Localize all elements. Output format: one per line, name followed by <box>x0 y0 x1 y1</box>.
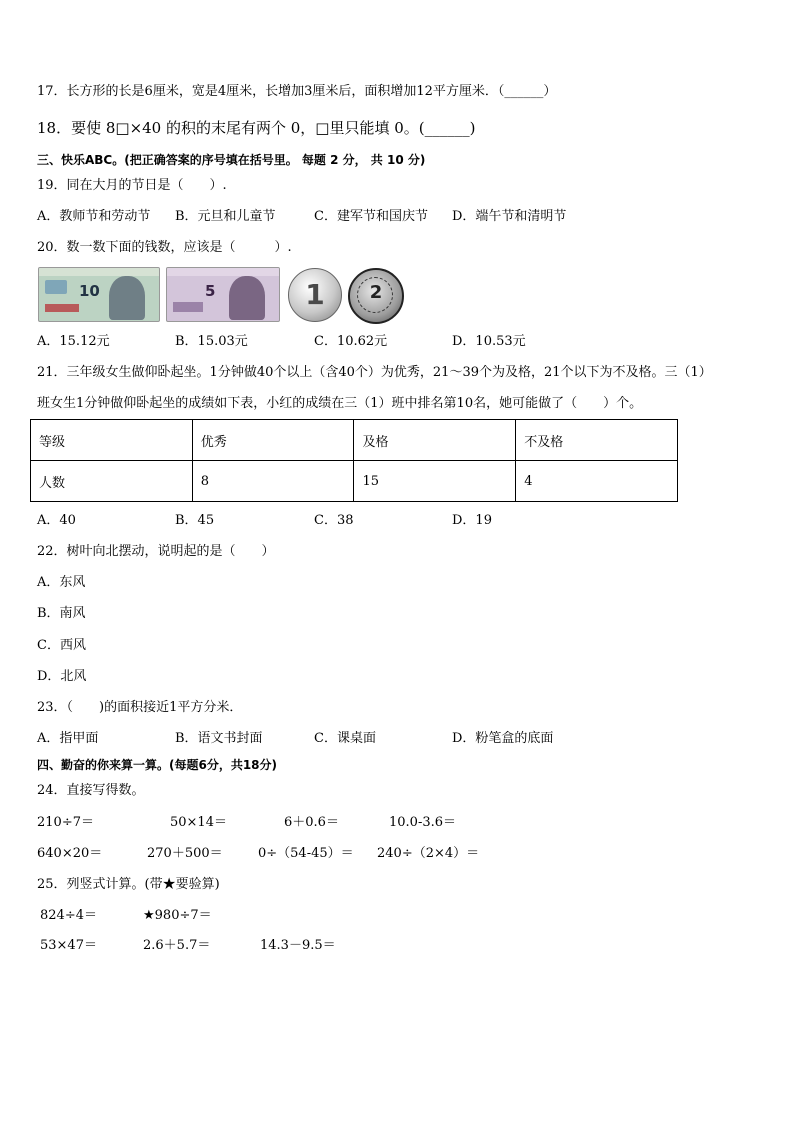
q20-option-c: C．10.62元 <box>314 334 388 349</box>
q24-row1-item: 10.0-3.6＝ <box>389 815 457 830</box>
one-yuan-numeral: 1 <box>305 278 325 311</box>
q21-option-b: B．45 <box>175 513 215 528</box>
table-cell: 4 <box>516 461 678 502</box>
question-18: 18．要使 8□×40 的积的末尾有两个 0，□里只能填 0。(______) <box>37 119 476 137</box>
q21-option-c: C．38 <box>314 513 354 528</box>
q22-option-b: B．南风 <box>37 606 86 621</box>
question-24-stem: 24．直接写得数。 <box>37 783 145 798</box>
q22-option-c: C．西风 <box>37 638 86 653</box>
question-20-stem: 20．数一数下面的钱数，应该是（ ）. <box>37 240 292 255</box>
question-21-stem-line2: 班女生1分钟做仰卧起坐的成绩如下表，小红的成绩在三（1）班中排名第10名，她可能做了（ ）个。 <box>37 396 643 411</box>
one-yuan-coin-image <box>288 268 342 322</box>
table-header-cell: 不及格 <box>516 420 678 461</box>
q24-row1-item: 6＋0.6＝ <box>284 815 339 830</box>
table-header-cell: 优秀 <box>192 420 354 461</box>
table-row <box>31 461 678 502</box>
q20-option-b: B．15.03元 <box>175 334 248 349</box>
section-4-heading: 四、勤奋的你来算一算。(每题6分，共18分) <box>37 758 278 772</box>
question-21-stem-line1: 21．三年级女生做仰卧起坐。1分钟做40个以上（含40个）为优秀，21～39个为及格，21个以下为不及格。三（1） <box>37 365 712 380</box>
q25-row1-item: 824÷4＝ <box>40 908 97 923</box>
two-fen-numeral: 2 <box>369 282 383 303</box>
q20-option-a: A．15.12元 <box>37 334 110 349</box>
q23-option-c: C．课桌面 <box>314 731 376 746</box>
ten-yuan-note-image <box>38 267 160 322</box>
table-cell: 8 <box>192 461 354 502</box>
q24-row1-item: 50×14＝ <box>170 815 227 830</box>
section-3-heading: 三、快乐ABC。(把正确答案的序号填在括号里。 每题 2 分， 共 10 分) <box>37 153 426 167</box>
question-22-stem: 22．树叶向北摆动，说明起的是（ ） <box>37 544 275 559</box>
q25-row2-item: 2.6＋5.7＝ <box>143 938 211 953</box>
table-cell: 15 <box>354 461 516 502</box>
question-19-stem: 19．同在大月的节日是（ ）. <box>37 178 227 193</box>
q24-row2-item: 270＋500＝ <box>147 846 223 861</box>
q19-option-b: B．元旦和儿童节 <box>175 209 276 224</box>
question-25-stem: 25．列竖式计算。(带★要验算) <box>37 877 220 892</box>
table-cell: 人数 <box>31 461 193 502</box>
q22-option-a: A．东风 <box>37 575 86 590</box>
q24-row2-item: 640×20＝ <box>37 846 103 861</box>
q25-row1-item: ★980÷7＝ <box>143 908 212 923</box>
five-yuan-numeral: 5 <box>205 282 216 300</box>
q21-option-a: A．40 <box>37 513 76 528</box>
q19-option-c: C．建军节和国庆节 <box>314 209 428 224</box>
table-header-cell: 等级 <box>31 420 193 461</box>
grade-table <box>30 419 678 502</box>
q24-row2-item: 0÷（54-45）＝ <box>258 846 354 861</box>
two-fen-coin-image <box>348 268 404 324</box>
q24-row1-item: 210÷7＝ <box>37 815 94 830</box>
q19-option-a: A．教师节和劳动节 <box>37 209 151 224</box>
ten-yuan-numeral: 10 <box>79 282 100 300</box>
q19-option-d: D．端午节和清明节 <box>452 209 567 224</box>
q24-row2-item: 240÷（2×4）＝ <box>377 846 480 861</box>
question-23-stem: 23．（ )的面积接近1平方分米． <box>37 700 243 715</box>
table-row <box>31 420 678 461</box>
q23-option-d: D．粉笔盒的底面 <box>452 731 554 746</box>
q25-row2-item: 14.3－9.5＝ <box>260 938 336 953</box>
q21-option-d: D．19 <box>452 513 492 528</box>
question-17: 17．长方形的长是6厘米，宽是4厘米，长增加3厘米后，面积增加12平方厘米．（______） <box>37 84 557 99</box>
q20-option-d: D．10.53元 <box>452 334 526 349</box>
table-header-cell: 及格 <box>354 420 516 461</box>
q22-option-d: D．北风 <box>37 669 87 684</box>
q25-row2-item: 53×47＝ <box>40 938 97 953</box>
q23-option-b: B．语文书封面 <box>175 731 263 746</box>
q23-option-a: A．指甲面 <box>37 731 99 746</box>
five-yuan-note-image <box>166 267 280 322</box>
